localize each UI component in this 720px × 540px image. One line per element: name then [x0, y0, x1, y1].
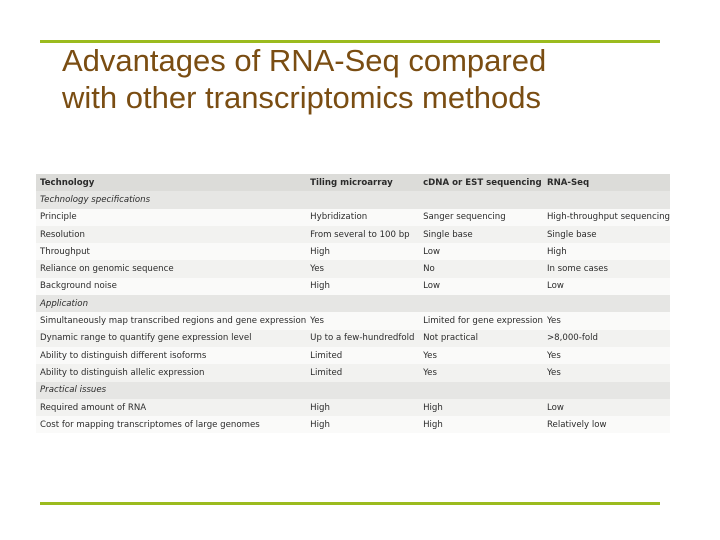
row-label-cell: Reliance on genomic sequence [36, 260, 306, 277]
tiling-microarray-cell: Up to a few-hundredfold [306, 330, 419, 347]
row-label-cell: Dynamic range to quantify gene expression level [36, 330, 306, 347]
table-row [36, 312, 670, 329]
table-row [36, 278, 670, 295]
table-row [36, 330, 670, 347]
cdna-est-cell: Not practical [419, 330, 543, 347]
tiling-microarray-cell: Limited [306, 347, 419, 364]
row-label-cell: Principle [36, 209, 306, 226]
table-body [36, 191, 670, 433]
cdna-est-cell: Low [419, 243, 543, 260]
tiling-microarray-cell: High [306, 416, 419, 433]
cdna-est-cell: High [419, 399, 543, 416]
rna-seq-cell: Yes [543, 364, 670, 381]
table-row [36, 243, 670, 260]
header-cdna-est-sequencing: cDNA or EST sequencing [423, 177, 542, 188]
table-row [36, 226, 670, 243]
header-technology: Technology [40, 177, 95, 188]
rna-seq-cell: >8,000-fold [543, 330, 670, 347]
table-row [36, 260, 670, 277]
cdna-est-cell: Yes [419, 347, 543, 364]
cdna-est-cell: No [419, 260, 543, 277]
section-title: Application [36, 295, 670, 312]
tiling-microarray-cell: Limited [306, 364, 419, 381]
comparison-table [36, 174, 670, 433]
bottom-accent-rule [40, 502, 660, 505]
table-header-row [36, 174, 670, 191]
rna-seq-cell: In some cases [543, 260, 670, 277]
row-label-cell: Throughput [36, 243, 306, 260]
row-label-cell: Ability to distinguish allelic expression [36, 364, 306, 381]
cdna-est-cell: Sanger sequencing [419, 209, 543, 226]
slide-title-line-1: Advantages of RNA-Seq compared [62, 43, 547, 78]
rna-seq-cell: Relatively low [543, 416, 670, 433]
tiling-microarray-cell: From several to 100 bp [306, 226, 419, 243]
header-rna-seq: RNA-Seq [546, 177, 590, 188]
tiling-microarray-cell: Yes [306, 260, 419, 277]
table-row [36, 347, 670, 364]
table-row [36, 399, 670, 416]
slide-title [62, 42, 662, 116]
tiling-microarray-cell: Yes [306, 312, 419, 329]
row-label-cell: Ability to distinguish different isoforms [36, 347, 306, 364]
rna-seq-cell: Low [543, 278, 670, 295]
row-label-cell: Resolution [36, 226, 306, 243]
header-tiling-microarray: Tiling microarray [310, 177, 393, 188]
row-label-cell: Background noise [36, 278, 306, 295]
section-row [36, 295, 670, 312]
section-row [36, 191, 670, 208]
table-row [36, 209, 670, 226]
rna-seq-cell: Low [543, 399, 670, 416]
section-title: Practical issues [36, 382, 670, 399]
rna-seq-cell: Yes [543, 347, 670, 364]
table-row [36, 416, 670, 433]
rna-seq-cell: High-throughput sequencing [543, 209, 670, 226]
slide-title-line-2: with other transcriptomics methods [62, 80, 541, 116]
table-row [36, 364, 670, 381]
row-label-cell: Simultaneously map transcribed regions and gene expression [36, 312, 306, 329]
tiling-microarray-cell: High [306, 278, 419, 295]
row-label-cell: Cost for mapping transcriptomes of large genomes [36, 416, 306, 433]
table-header [36, 174, 670, 191]
cdna-est-cell: Yes [419, 364, 543, 381]
tiling-microarray-cell: High [306, 399, 419, 416]
section-title: Technology specifications [36, 191, 670, 208]
rna-seq-cell: Yes [543, 312, 670, 329]
tiling-microarray-cell: Hybridization [306, 209, 419, 226]
cdna-est-cell: High [419, 416, 543, 433]
rna-seq-cell: High [543, 243, 670, 260]
cdna-est-cell: Limited for gene expression [419, 312, 543, 329]
cdna-est-cell: Low [419, 278, 543, 295]
rna-seq-cell: Single base [543, 226, 670, 243]
row-label-cell: Required amount of RNA [36, 399, 306, 416]
section-row [36, 382, 670, 399]
cdna-est-cell: Single base [419, 226, 543, 243]
tiling-microarray-cell: High [306, 243, 419, 260]
